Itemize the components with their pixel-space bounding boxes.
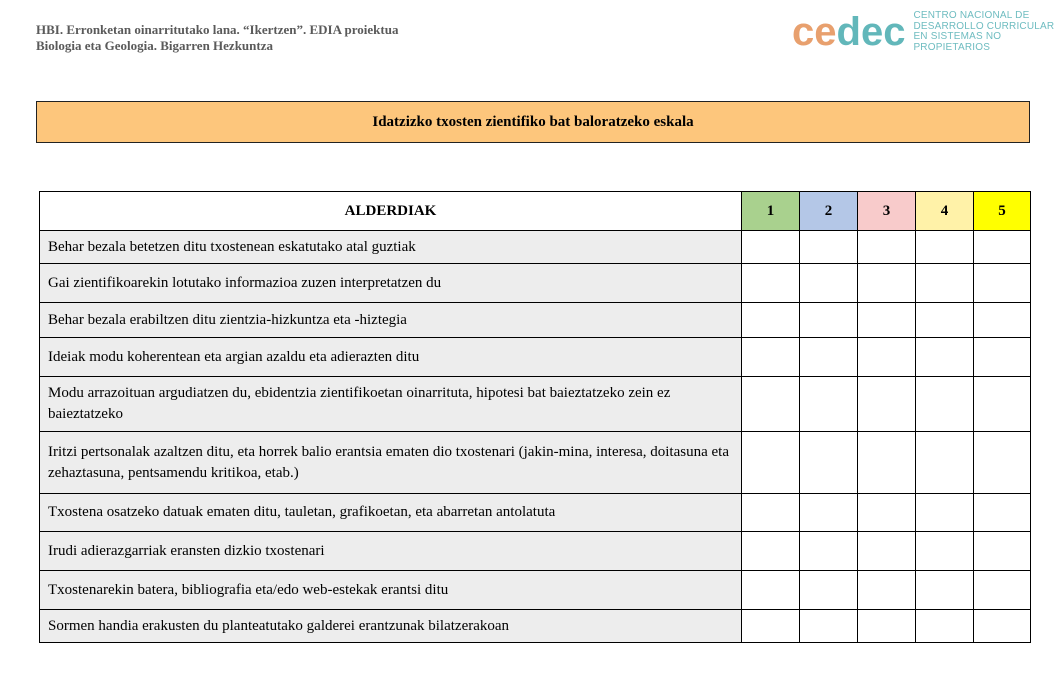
score-header-4: 4 [916,192,974,231]
header-line-2: Biologia eta Geologia. Bigarren Hezkuntza [36,38,273,53]
score-cell-4[interactable] [916,264,974,303]
score-cell-5[interactable] [974,494,1031,532]
score-cell-3[interactable] [858,264,916,303]
logo-letter: c [792,10,815,54]
logo-subtitle-line: EN SISTEMAS NO PROPIETARIOS [913,31,1002,53]
score-cell-2[interactable] [800,231,858,264]
cedec-logo [792,12,1061,52]
table-row [40,303,1031,338]
table-row [40,377,1031,432]
score-cell-3[interactable] [858,303,916,338]
document-header [36,22,398,54]
score-cell-3[interactable] [858,377,916,432]
score-cell-4[interactable] [916,494,974,532]
score-cell-2[interactable] [800,303,858,338]
criterion-cell: Txostena osatzeko datuak ematen ditu, tauletan, grafikoetan, eta abarretan antolatuta [40,494,742,532]
table-row [40,494,1031,532]
header-line-1: HBI. Erronketan oinarritutako lana. “Ikertzen”. EDIA proiektua [36,22,399,37]
table-row [40,610,1031,643]
score-cell-5[interactable] [974,231,1031,264]
score-cell-4[interactable] [916,610,974,643]
assessment-scale-table [39,191,1031,643]
score-header-3: 3 [858,192,916,231]
score-cell-1[interactable] [742,610,800,643]
table-row [40,264,1031,303]
score-cell-2[interactable] [800,532,858,571]
score-cell-3[interactable] [858,494,916,532]
score-cell-3[interactable] [858,231,916,264]
cedec-logo-subtitle [913,11,1061,53]
cedec-logo-word [792,12,905,52]
logo-letter: e [860,10,884,54]
score-cell-3[interactable] [858,432,916,494]
score-cell-3[interactable] [858,532,916,571]
score-cell-2[interactable] [800,494,858,532]
criterion-cell: Behar bezala erabiltzen ditu zientzia-hizkuntza eta -hiztegia [40,303,742,338]
score-cell-2[interactable] [800,264,858,303]
score-cell-5[interactable] [974,264,1031,303]
score-cell-3[interactable] [858,610,916,643]
criterion-cell: Modu arrazoituan argudiatzen du, ebidentzia zientifikoetan oinarrituta, hipotesi bat baieztatzeko zein ez baieztatzeko [40,377,742,432]
criteria-column-header: ALDERDIAK [40,192,742,231]
criterion-cell: Behar bezala betetzen ditu txostenean eskatutako atal guztiak [40,231,742,264]
score-cell-1[interactable] [742,303,800,338]
score-cell-5[interactable] [974,532,1031,571]
score-header-1: 1 [742,192,800,231]
criterion-cell: Txostenarekin batera, bibliografia eta/edo web-estekak erantsi ditu [40,571,742,610]
criterion-cell: Iritzi pertsonalak azaltzen ditu, eta horrek balio erantsia ematen dio txostenari (jakin-mina, interesa, doitasuna eta zehaztasuna, pentsamendu kritikoa, etab.) [40,432,742,494]
score-cell-4[interactable] [916,532,974,571]
table-row [40,338,1031,377]
score-cell-4[interactable] [916,338,974,377]
criterion-cell: Ideiak modu koherentean eta argian azaldu eta adierazten ditu [40,338,742,377]
score-cell-1[interactable] [742,432,800,494]
table-row [40,532,1031,571]
score-cell-3[interactable] [858,571,916,610]
score-cell-1[interactable] [742,494,800,532]
table-row [40,231,1031,264]
logo-letter: c [883,10,906,54]
logo-subtitle-line: CENTRO NACIONAL DE [913,10,1030,21]
score-cell-1[interactable] [742,377,800,432]
score-header-5: 5 [974,192,1031,231]
score-cell-5[interactable] [974,571,1031,610]
table-row [40,571,1031,610]
criterion-cell: Sormen handia erakusten du planteatutako galderei erantzunak bilatzerakoan [40,610,742,643]
table-header-row [40,192,1031,231]
score-cell-4[interactable] [916,432,974,494]
logo-letter: e [814,10,837,54]
score-cell-1[interactable] [742,571,800,610]
logo-letter: d [836,10,861,54]
score-cell-4[interactable] [916,571,974,610]
score-cell-4[interactable] [916,231,974,264]
score-cell-5[interactable] [974,377,1031,432]
score-cell-5[interactable] [974,432,1031,494]
score-cell-1[interactable] [742,231,800,264]
criterion-cell: Gai zientifikoarekin lotutako informazioa zuzen interpretatzen du [40,264,742,303]
table-row [40,432,1031,494]
score-cell-5[interactable] [974,610,1031,643]
score-cell-1[interactable] [742,264,800,303]
scale-title: Idatzizko txosten zientifiko bat baloratzeko eskala [36,101,1030,143]
score-cell-2[interactable] [800,571,858,610]
score-header-2: 2 [800,192,858,231]
score-cell-2[interactable] [800,610,858,643]
score-cell-1[interactable] [742,532,800,571]
criterion-cell: Irudi adierazgarriak eransten dizkio txostenari [40,532,742,571]
score-cell-4[interactable] [916,303,974,338]
score-cell-5[interactable] [974,303,1031,338]
score-cell-2[interactable] [800,377,858,432]
logo-subtitle-line: DESARROLLO CURRICULAR [913,20,1055,32]
score-cell-2[interactable] [800,432,858,494]
score-cell-5[interactable] [974,338,1031,377]
score-cell-2[interactable] [800,338,858,377]
score-cell-3[interactable] [858,338,916,377]
score-cell-4[interactable] [916,377,974,432]
score-cell-1[interactable] [742,338,800,377]
